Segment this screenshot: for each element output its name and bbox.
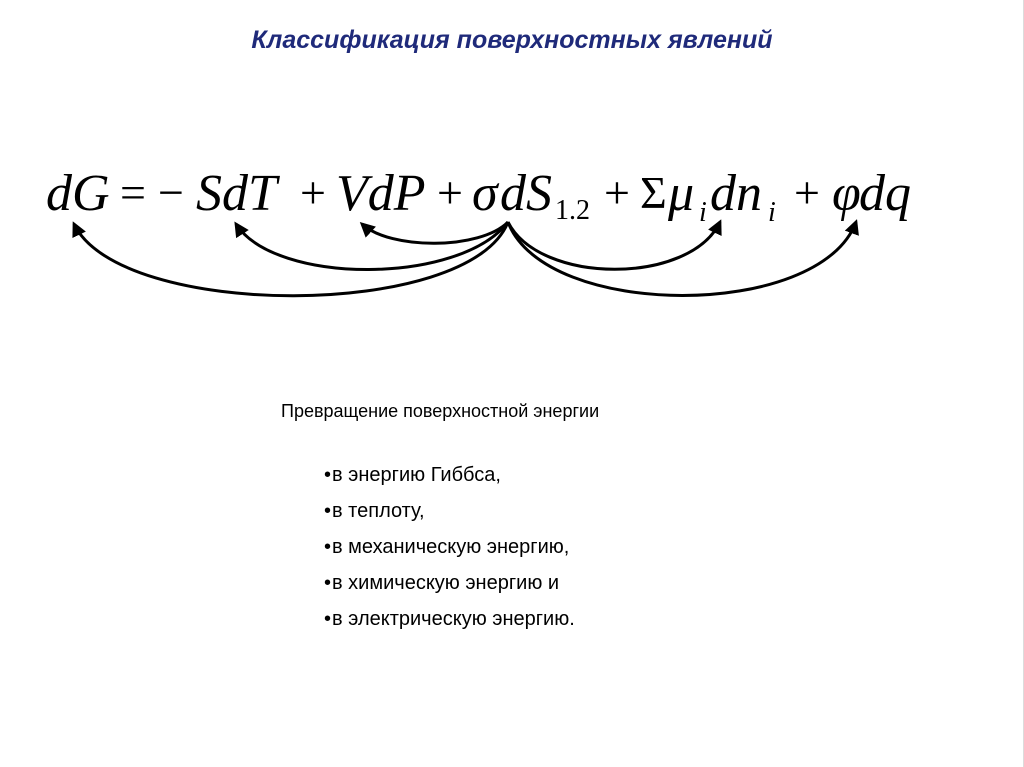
bullet-icon: •: [324, 608, 332, 630]
bullet-icon: •: [324, 572, 332, 594]
op-plus-1: +: [300, 167, 326, 218]
list-item: [324, 601, 575, 637]
list-item: [324, 493, 575, 529]
subscript-dn-i: i: [768, 197, 776, 228]
bullet-icon: •: [324, 464, 332, 486]
subscript-mu-i: i: [699, 197, 707, 228]
bullet-icon: •: [324, 536, 332, 558]
op-plus-2: +: [437, 167, 463, 218]
symbol-sigma: σ: [472, 165, 498, 222]
subscript-1-2: 1.2: [555, 195, 590, 226]
arrow-to-phi-dq: [508, 222, 856, 296]
equation-diagram: [0, 0, 1024, 330]
term-VdP: VdP: [336, 165, 426, 222]
op-plus-4: +: [794, 167, 820, 218]
term-dS: dS: [500, 165, 552, 222]
symbol-phi: φ: [832, 165, 861, 222]
bullet-icon: •: [324, 500, 332, 522]
op-equals: =: [120, 167, 146, 218]
slide-title: Классификация поверхностных явлений: [251, 26, 773, 54]
list-item: [324, 457, 575, 493]
arrow-to-mu-dn: [508, 222, 720, 269]
gibbs-equation: [46, 165, 911, 228]
list-item-text: в химическую энергию и: [332, 572, 560, 594]
term-dG: dG: [46, 165, 110, 222]
term-dq: dq: [859, 165, 911, 222]
list-item-text: в электрическую энергию.: [332, 608, 575, 630]
transformation-arrows: [74, 222, 856, 296]
energy-transformation-heading: Превращение поверхностной энергии: [281, 401, 600, 421]
list-item-text: в энергию Гиббса,: [332, 464, 501, 486]
term-dn: dn: [710, 165, 762, 222]
op-plus-3: +: [604, 167, 630, 218]
list-item-text: в механическую энергию,: [332, 536, 570, 558]
energy-forms-list: [324, 457, 575, 637]
list-item: [324, 565, 575, 601]
list-item-text: в теплоту,: [332, 500, 425, 522]
symbol-mu: μ: [668, 165, 695, 222]
list-item: [324, 529, 575, 565]
op-minus: −: [158, 167, 184, 218]
symbol-sum: Σ: [640, 167, 667, 218]
term-SdT: SdT: [196, 165, 277, 222]
